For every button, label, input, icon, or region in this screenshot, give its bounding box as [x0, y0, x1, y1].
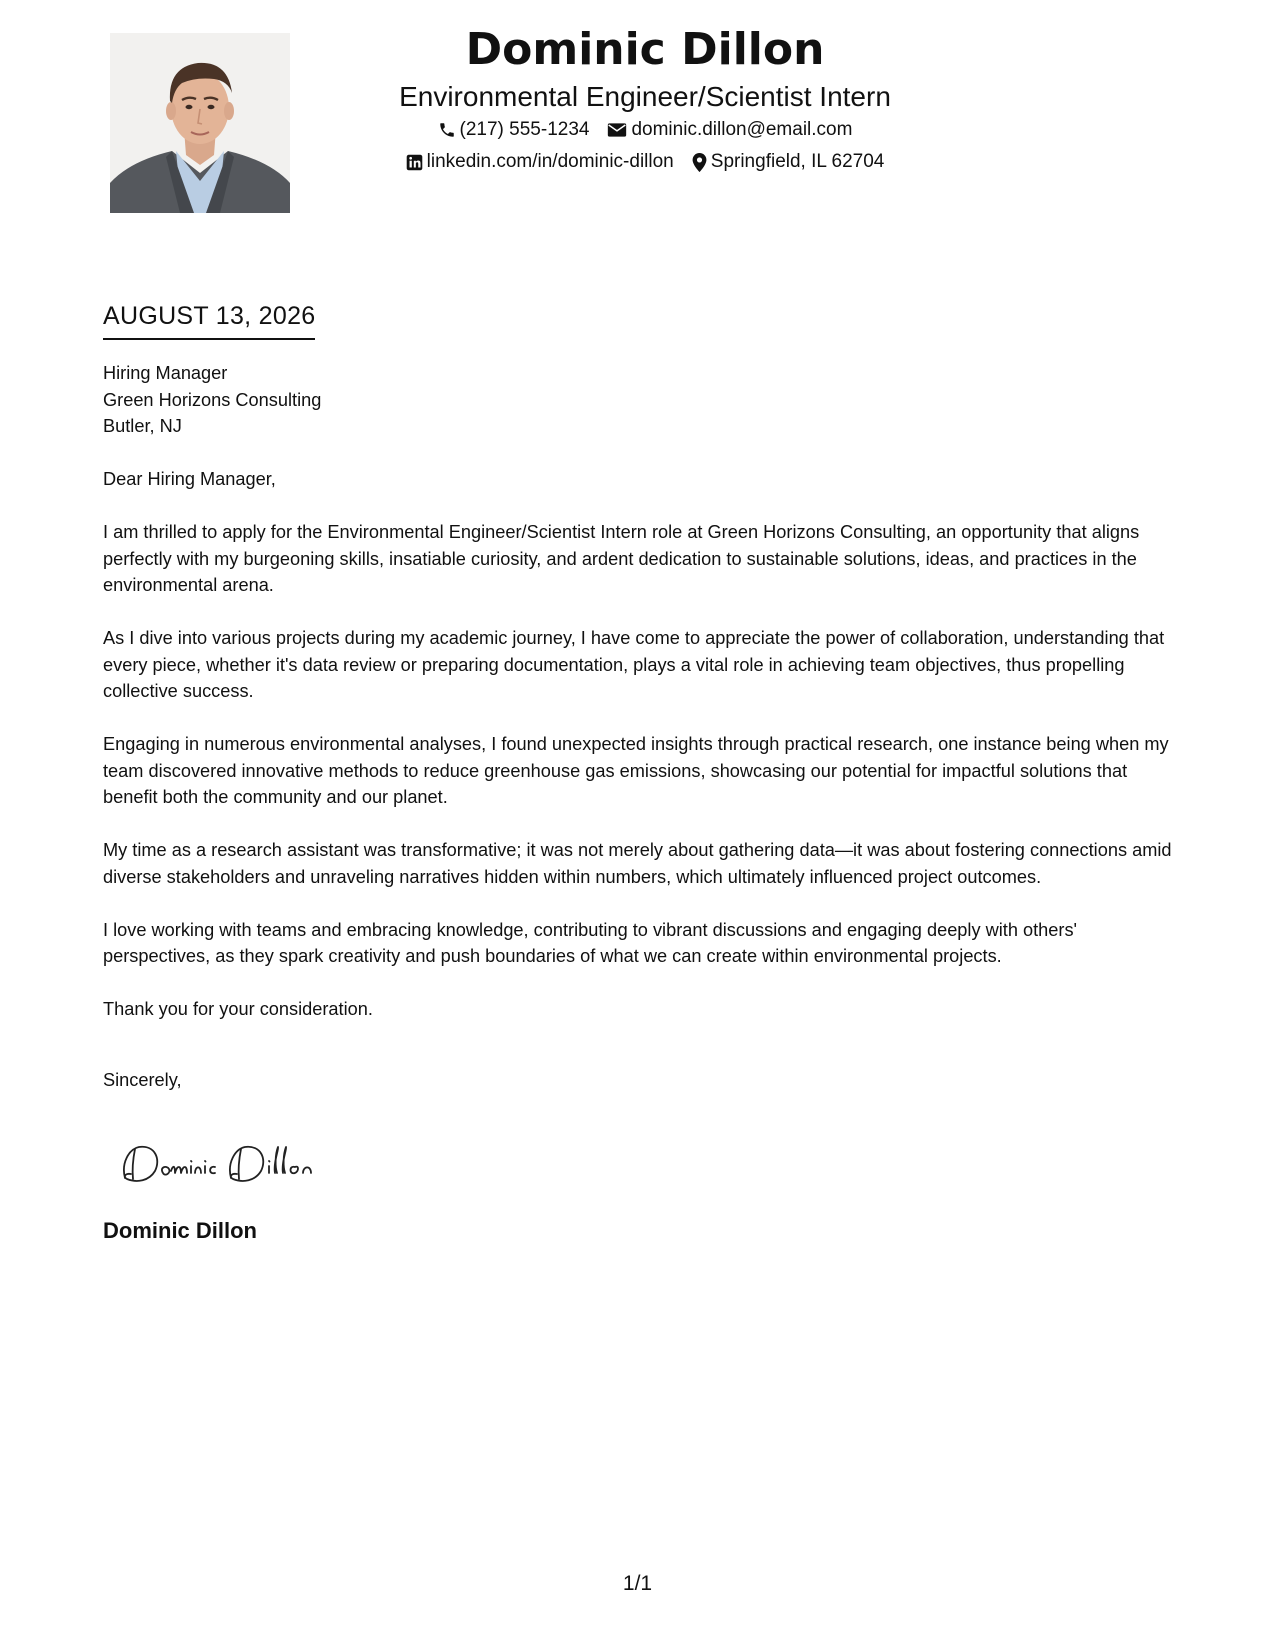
body-paragraph: Engaging in numerous environmental analyses, I found unexpected insights through practical research, one instance being when my team discovered innovative methods to reduce greenhouse gas emissions, showcasing our potential for impactful solutions that benefit both the community and our planet. — [103, 734, 1169, 807]
letter-date: AUGUST 13, 2026 — [103, 300, 315, 340]
body-paragraph: I love working with teams and embracing knowledge, contributing to vibrant discussions and engaging deeply with others' perspectives, as they spark creativity and push boundaries of what we can create within environmental projects. — [103, 919, 1078, 966]
body-paragraph: As I dive into various projects during my academic journey, I have come to appreciate the power of collaboration, understanding that every piece, whether it's data review or preparing documentation, plays a vital role in achieving team objectives, thus propelling collective success. — [103, 628, 1165, 701]
location-text: Springfield, IL 62704 — [710, 151, 885, 172]
salutation: Dear Hiring Manager, — [103, 469, 276, 489]
letter-body — [103, 360, 1183, 1120]
recipient-line: Hiring Manager — [103, 363, 228, 383]
contact-row-2 — [300, 146, 990, 178]
linkedin-icon — [406, 154, 423, 171]
phone-text: (217) 555-1234 — [459, 119, 590, 140]
email-contact[interactable] — [607, 114, 852, 146]
email-text: dominic.dillon@email.com — [631, 119, 853, 140]
recipient-line: Green Horizons Consulting — [103, 389, 322, 410]
map-pin-icon — [692, 153, 707, 172]
profile-photo — [110, 33, 290, 213]
envelope-icon — [607, 122, 627, 138]
linkedin-contact[interactable] — [406, 146, 674, 178]
signed-name: Dominic Dillon — [103, 1218, 257, 1243]
job-title: Environmental Engineer/Scientist Intern — [399, 81, 891, 112]
linkedin-text: linkedin.com/in/dominic-dillon — [426, 151, 674, 172]
location-contact — [692, 146, 885, 178]
thanks-line: Thank you for your consideration. — [103, 999, 373, 1019]
body-paragraph: I am thrilled to apply for the Environmental Engineer/Scientist Intern role at Green Horizons Consulting, an opportunity that aligns perfectly with my burgeoning skills, insatiable curiosity, and ardent dedication to sustainable solutions, ideas, and practices in the environmental arena. — [103, 522, 1140, 595]
applicant-name: Dominic Dillon — [465, 24, 825, 75]
resume-header — [300, 20, 990, 178]
handwritten-signature — [115, 1133, 355, 1193]
recipient-block — [103, 360, 1183, 440]
page-number: 1/1 — [622, 1572, 653, 1595]
recipient-line: Butler, NJ — [103, 416, 182, 436]
phone-icon — [438, 121, 456, 139]
body-paragraph: My time as a research assistant was transformative; it was not merely about gathering data—it was about fostering connections amid diverse stakeholders and unraveling narratives hidden within numbers, which ultimately influenced project outcomes. — [103, 840, 1172, 887]
contact-row-1 — [300, 114, 990, 146]
closing-line: Sincerely, — [103, 1069, 182, 1090]
phone-contact[interactable] — [438, 114, 590, 146]
